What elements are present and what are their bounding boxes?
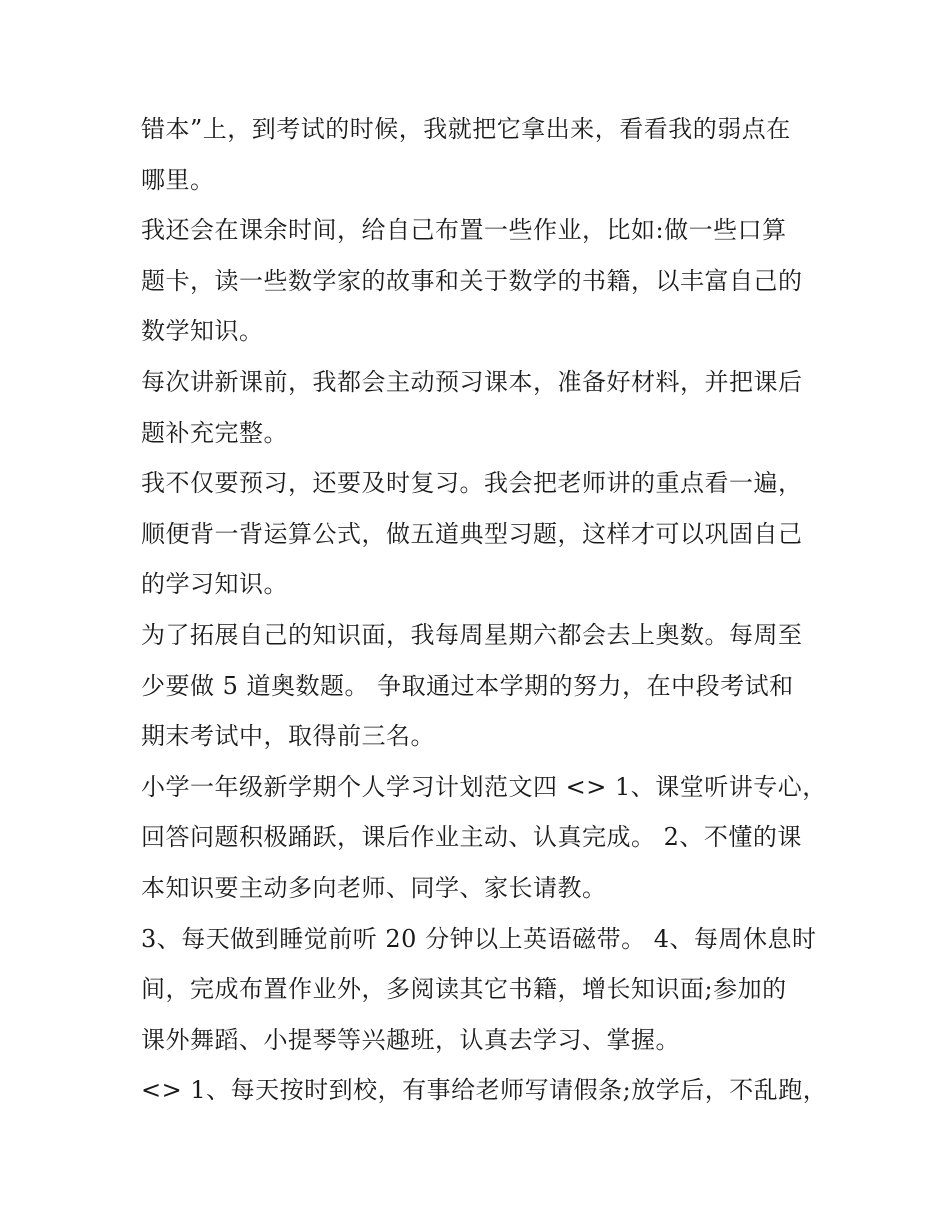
text-line: 每次讲新课前，我都会主动预习课本，准备好材料，并把课后	[141, 367, 803, 396]
text-line: 错本”上，到考试的时候，我就把它拿出来，看看我的弱点在	[141, 115, 791, 143]
text-line: 少要做 5 道奥数题。 争取通过本学期的努力，在中段考试和	[141, 671, 794, 700]
text-line: 我还会在课余时间，给自己布置一些作业，比如:做一些口算	[141, 216, 787, 245]
text-line: 回答问题积极踊跃，课后作业主动、认真完成。 2、不懂的课	[141, 823, 802, 852]
text-line: 哪里。	[141, 165, 215, 194]
text-line: 为了拓展自己的知识面，我每周星期六都会去上奥数。每周至	[141, 620, 803, 649]
text-line: 数学知识。	[141, 317, 264, 346]
text-line: 题卡，读一些数学家的故事和关于数学的书籍，以丰富自己的	[141, 266, 803, 295]
text-line: 期末考试中，取得前三名。	[141, 722, 435, 751]
text-line: 的学习知识。	[141, 570, 288, 599]
text-line: 小学一年级新学期个人学习计划范文四 <> 1、课堂听讲专心，	[141, 772, 827, 801]
text-line: 本知识要主动多向老师、同学、家长请教。	[141, 873, 607, 902]
text-line: <> 1、每天按时到校，有事给老师写请假条;放学后，不乱跑，	[141, 1076, 828, 1105]
document-body	[141, 104, 831, 1116]
text-line: 我不仅要预习，还要及时复习。我会把老师讲的重点看一遍，	[141, 469, 803, 498]
text-line: 题补充完整。	[141, 418, 288, 447]
text-line: 顺便背一背运算公式，做五道典型习题，这样才可以巩固自己	[141, 519, 803, 548]
text-line: 课外舞蹈、小提琴等兴趣班，认真去学习、掌握。	[141, 1025, 680, 1054]
text-line: 3、每天做到睡觉前听 20 分钟以上英语磁带。 4、每周休息时	[141, 924, 817, 953]
text-line: 间，完成布置作业外，多阅读其它书籍，增长知识面;参加的	[141, 975, 787, 1004]
